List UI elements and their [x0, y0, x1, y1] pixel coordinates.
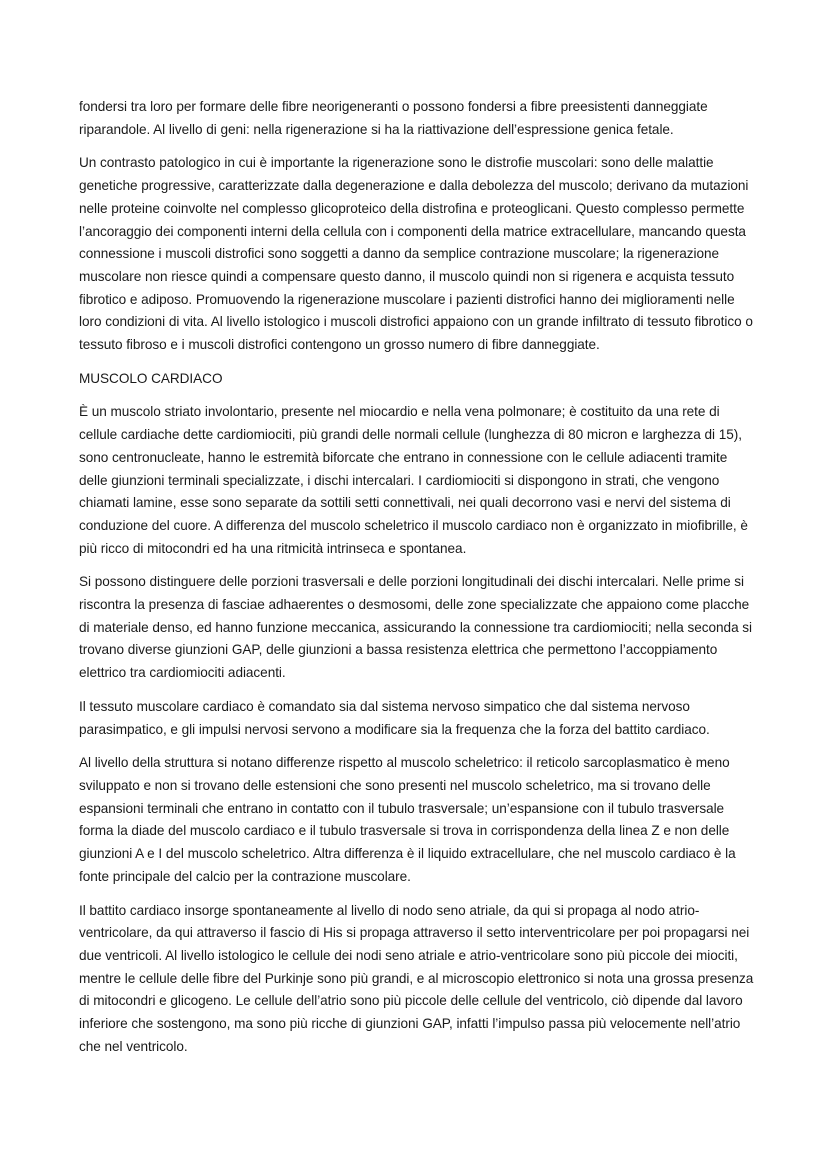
- paragraph-muscular-dystrophy: Un contrasto patologico in cui è importante la rigenerazione sono le distrofie muscolari: sono delle malattie genetiche progressive, caratterizzate dalla degenerazione e dalla debolezza del muscolo; derivano da mutazioni nelle proteine coinvolte nel complesso glicoproteico della distrofina e proteoglicani. Questo complesso permette l’ancoraggio dei componenti interni della cellula con i componenti della matrice extracellulare, mancando questa connessione i muscoli distrofici sono soggetti a danno da semplice contrazione muscolare; la rigenerazione muscolare non riesce quindi a compensare questo danno, il muscolo quindi non si rigenera e acquista tessuto fibrotico e adiposo. Promuovendo la rigenerazione muscolare i pazienti distrofici hanno dei miglioramenti nelle loro condizioni di vita. Al livello istologico i muscoli distrofici appaiono con un grande infiltrato di tessuto fibrotico o tessuto fibroso e i muscoli distrofici contengono un grosso numero di fibre danneggiate.: [79, 155, 753, 353]
- paragraph-nervous-control: Il tessuto muscolare cardiaco è comandato sia dal sistema nervoso simpatico che dal sistema nervoso parasimpatico, e gli impulsi nervosi servono a modificare sia la frequenza che la forza del battito cardiaco.: [79, 698, 710, 737]
- section-heading-cardiac-muscle: MUSCOLO CARDIACO: [79, 370, 223, 386]
- paragraph-structure-differences: Al livello della struttura si notano differenze rispetto al muscolo scheletrico: il reticolo sarcoplasmatico è meno sviluppato e non si trovano delle estensioni che sono presenti nel muscolo scheletrico, ma si trovano delle espansioni terminali che entrano in contatto con il tubulo trasversale; un’espansione con il tubulo trasversale forma la diade del muscolo cardiaco e il tubulo trasversale si trova in corrispondenza della linea Z e non delle giunzioni A e I del muscolo scheletrico. Altra differenza è il liquido extracellulare, che nel muscolo cardiaco è la fonte principale del calcio per la contrazione muscolare.: [79, 755, 736, 884]
- paragraph-heartbeat-conduction: Il battito cardiaco insorge spontaneamente al livello di nodo seno atriale, da qui si propaga al nodo atrio-ventricolare, da qui attraverso il fascio di His si propaga attraverso il setto interventricolare per poi propagarsi nei due ventricoli. Al livello istologico le cellule dei nodi seno atriale e atrio-ventricolare sono più piccole dei miociti, mentre le cellule delle fibre del Purkinje sono più grandi, e al microscopio elettronico si nota una grossa presenza di mitocondri e glicogeno. Le cellule dell’atrio sono più piccole delle cellule del ventricolo, ciò dipende dal lavoro inferiore che sostengono, ma sono più ricche di giunzioni GAP, infatti l’impulso passa più velocemente nell’atrio che nel ventricolo.: [79, 902, 754, 1054]
- document-page: [79, 96, 755, 1069]
- paragraph-cardiac-muscle-intro: È un muscolo striato involontario, presente nel miocardio e nella vena polmonare; è costituito da una rete di cellule cardiache dette cardiomiociti, più grandi delle normali cellule (lunghezza di 80 micron e larghezza di 15), sono centronucleate, hanno le estremità biforcate che entrano in connessione con le cellule adiacenti tramite delle giunzioni terminali specializzate, i dischi intercalari. I cardiomiociti si dispongono in strati, che vengono chiamati lamine, esse sono separate da sottili setti connettivali, nei quali decorrono vasi e nervi del sistema di conduzione del cuore. A differenza del muscolo scheletrico il muscolo cardiaco non è organizzato in miofibrille, è più ricco di mitocondri ed ha una ritmicità intrinseca e spontanea.: [79, 404, 748, 556]
- paragraph-intercalated-discs: Si possono distinguere delle porzioni trasversali e delle porzioni longitudinali dei dischi intercalari. Nelle prime si riscontra la presenza di fasciae adhaerentes o desmosomi, delle zone specializzate che appaiono come placche di materiale denso, ed hanno funzione meccanica, assicurando la connessione tra cardiomiociti; nella seconda si trovano diverse giunzioni GAP, delle giunzioni a bassa resistenza elettrica che permettono l’accoppiamento elettrico tra cardiomiociti adiacenti.: [79, 574, 753, 681]
- paragraph-regeneration-end: fondersi tra loro per formare delle fibre neorigeneranti o possono fondersi a fibre preesistenti danneggiate riparandole. Al livello di geni: nella rigenerazione si ha la riattivazione dell’espressione genica fetale.: [79, 99, 708, 137]
